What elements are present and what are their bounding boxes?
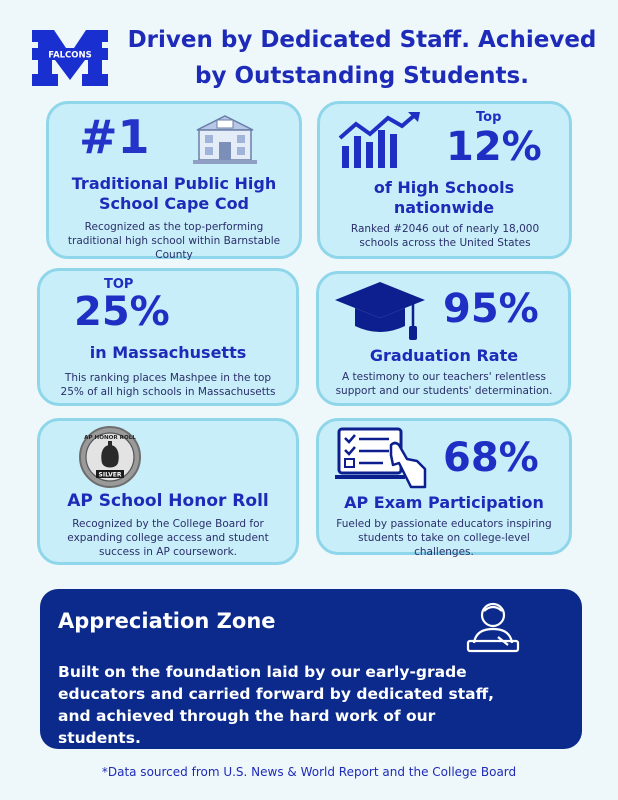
card-heading: AP Exam Participation (344, 493, 544, 512)
card-heading: Traditional Public High School Cape Cod (71, 174, 277, 213)
page-title: Driven by Dedicated Staff. Achieved by Outstanding Students. (127, 27, 597, 89)
footnote: *Data sourced from U.S. News & World Report and the College Board (101, 765, 517, 779)
top-label: Top (476, 110, 502, 125)
card-heading: AP School Honor Roll (67, 491, 269, 511)
card-description: Recognized as the top-performing traditional high school within Barnstable County (67, 221, 281, 261)
card-description: This ranking places Mashpee in the top 25% of all high schools in Massachusetts (60, 372, 276, 398)
school-building-icon (189, 110, 261, 170)
card-description: Recognized by the College Board for expanding college access and student success in AP coursework. (67, 518, 269, 558)
card-nationwide (317, 101, 572, 259)
top-label: TOP (104, 277, 134, 292)
stat-percent: 12% (446, 124, 542, 170)
zone-title: Appreciation Zone (58, 609, 276, 633)
card-description: Ranked #2046 out of nearly 18,000 schools across the United States (350, 223, 540, 249)
ap-honor-roll-badge (78, 425, 142, 493)
card-description: A testimony to our teachers' relentless support and our students' determination. (335, 371, 553, 397)
appreciation-zone (40, 589, 582, 749)
card-heading: Graduation Rate (369, 346, 519, 365)
stat-percent: 95% (443, 286, 539, 332)
bar-chart-trend-icon (336, 112, 426, 174)
rank-number: #1 (79, 110, 150, 164)
card-cape-cod (46, 101, 302, 259)
badge-top-text: AP HONOR ROLL (84, 435, 136, 441)
badge-bottom-text: SILVER (98, 471, 122, 479)
zone-body: Built on the foundation laid by our early-grade educators and carried forward by dedicated staff, and achieved through the hard work of our students. (58, 663, 495, 747)
card-graduation (316, 271, 571, 406)
card-description: Fueled by passionate educators inspiring students to take on college-level challenges. (336, 518, 552, 558)
stat-percent: 68% (443, 435, 539, 481)
falcons-logo (30, 28, 110, 88)
card-heading: of High Schools nationwide (373, 178, 515, 217)
stat-percent: 25% (74, 289, 170, 335)
card-ap-honor-roll (37, 418, 299, 565)
logo-text: FALCONS (48, 50, 92, 61)
card-heading: in Massachusetts (89, 343, 247, 362)
card-ap-exam (316, 418, 572, 558)
online-test-icon (333, 425, 431, 495)
graduation-cap-icon (333, 280, 427, 350)
card-massachusetts (37, 268, 299, 406)
student-writing-icon (462, 599, 524, 661)
